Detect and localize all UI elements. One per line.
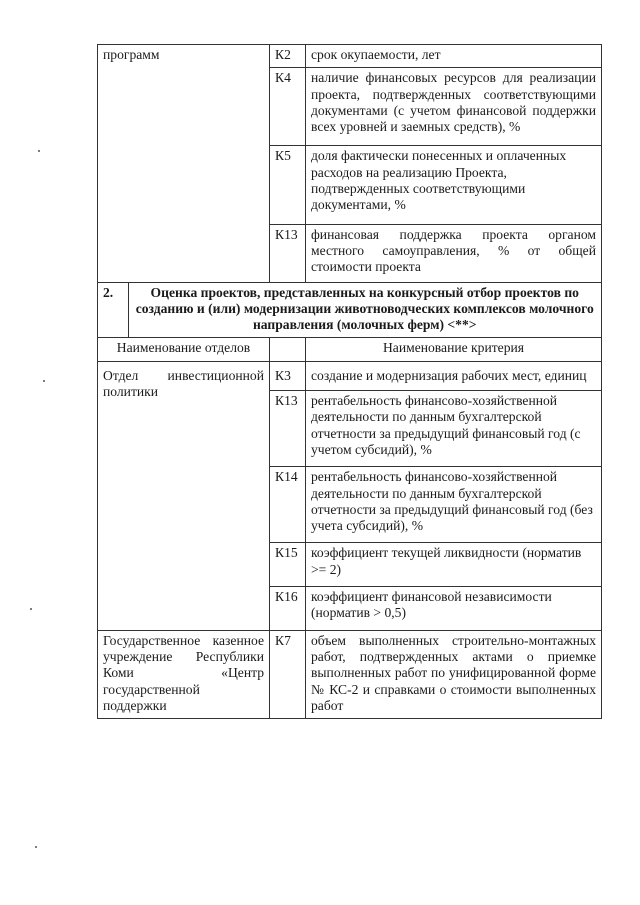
table-row xyxy=(98,630,602,718)
criterion-code: К3 xyxy=(270,361,306,390)
criterion-text: коэффициент финансовой независимости (норматив > 0,5) xyxy=(306,587,602,631)
scan-speck xyxy=(43,380,45,382)
header-code xyxy=(270,338,306,361)
table-row xyxy=(98,361,602,390)
criterion-code: К13 xyxy=(270,224,306,282)
criteria-table xyxy=(97,44,602,719)
dept-label: Отдел инвестиционной политики xyxy=(103,367,264,400)
section-heading-row xyxy=(98,282,602,338)
section-title: Оценка проектов, представленных на конкурсный отбор проектов по созданию и (или) модернизации животноводческих комплексов молочного направления (молочных ферм) <**> xyxy=(135,284,594,333)
dept-cell xyxy=(98,630,270,718)
criterion-code: К7 xyxy=(270,630,306,718)
criterion-code: К14 xyxy=(270,467,306,543)
criterion-text: наличие финансовых ресурсов для реализации проекта, подтвержденных соответствующими документами (с учетом финансовой поддержки всех уровней и заемных средств), % xyxy=(306,68,602,146)
header-criterion: Наименование критерия xyxy=(306,338,602,361)
criterion-code: К2 xyxy=(270,45,306,68)
scan-speck xyxy=(30,608,32,610)
criterion-code: К15 xyxy=(270,543,306,587)
criterion-text: финансовая поддержка проекта органом местного самоуправления, % от общей стоимости проекта xyxy=(306,224,602,282)
criterion-code: К5 xyxy=(270,146,306,224)
dept-label: Государственное казенное учреждение Республики Коми «Центр государственной поддержки xyxy=(103,632,264,713)
header-row xyxy=(98,338,602,361)
scan-speck xyxy=(38,150,40,152)
criterion-code: К13 xyxy=(270,391,306,467)
dept-cell xyxy=(98,361,270,630)
header-dept: Наименование отделов xyxy=(98,338,270,361)
criterion-text: срок окупаемости, лет xyxy=(306,45,602,68)
criterion-text: рентабельность финансово-хозяйственной деятельности по данным бухгалтерской отчетности за предыдущий финансовый год (без учета субсидий), % xyxy=(306,467,602,543)
dept-cell xyxy=(98,45,270,283)
dept-label: программ xyxy=(103,47,160,62)
criterion-code: К16 xyxy=(270,587,306,631)
scan-speck xyxy=(35,846,37,848)
criterion-text: рентабельность финансово-хозяйственной деятельности по данным бухгалтерской отчетности за предыдущий финансовый год (с учетом субсидий), % xyxy=(306,391,602,467)
section-number: 2. xyxy=(98,283,128,338)
criterion-code: К4 xyxy=(270,68,306,146)
criterion-text: доля фактически понесенных и оплаченных расходов на реализацию Проекта, подтвержденных соответствующими документами, % xyxy=(306,146,602,224)
criterion-text: создание и модернизация рабочих мест, единиц xyxy=(306,361,602,390)
criterion-text: объем выполненных строительно-монтажных работ, подтвержденных актами о приемке выполненных работ по унифицированной форме № КС-2 и справками о стоимости выполненных работ xyxy=(306,630,602,718)
table-row xyxy=(98,45,602,68)
criterion-text: коэффициент текущей ликвидности (норматив >= 2) xyxy=(306,543,602,587)
